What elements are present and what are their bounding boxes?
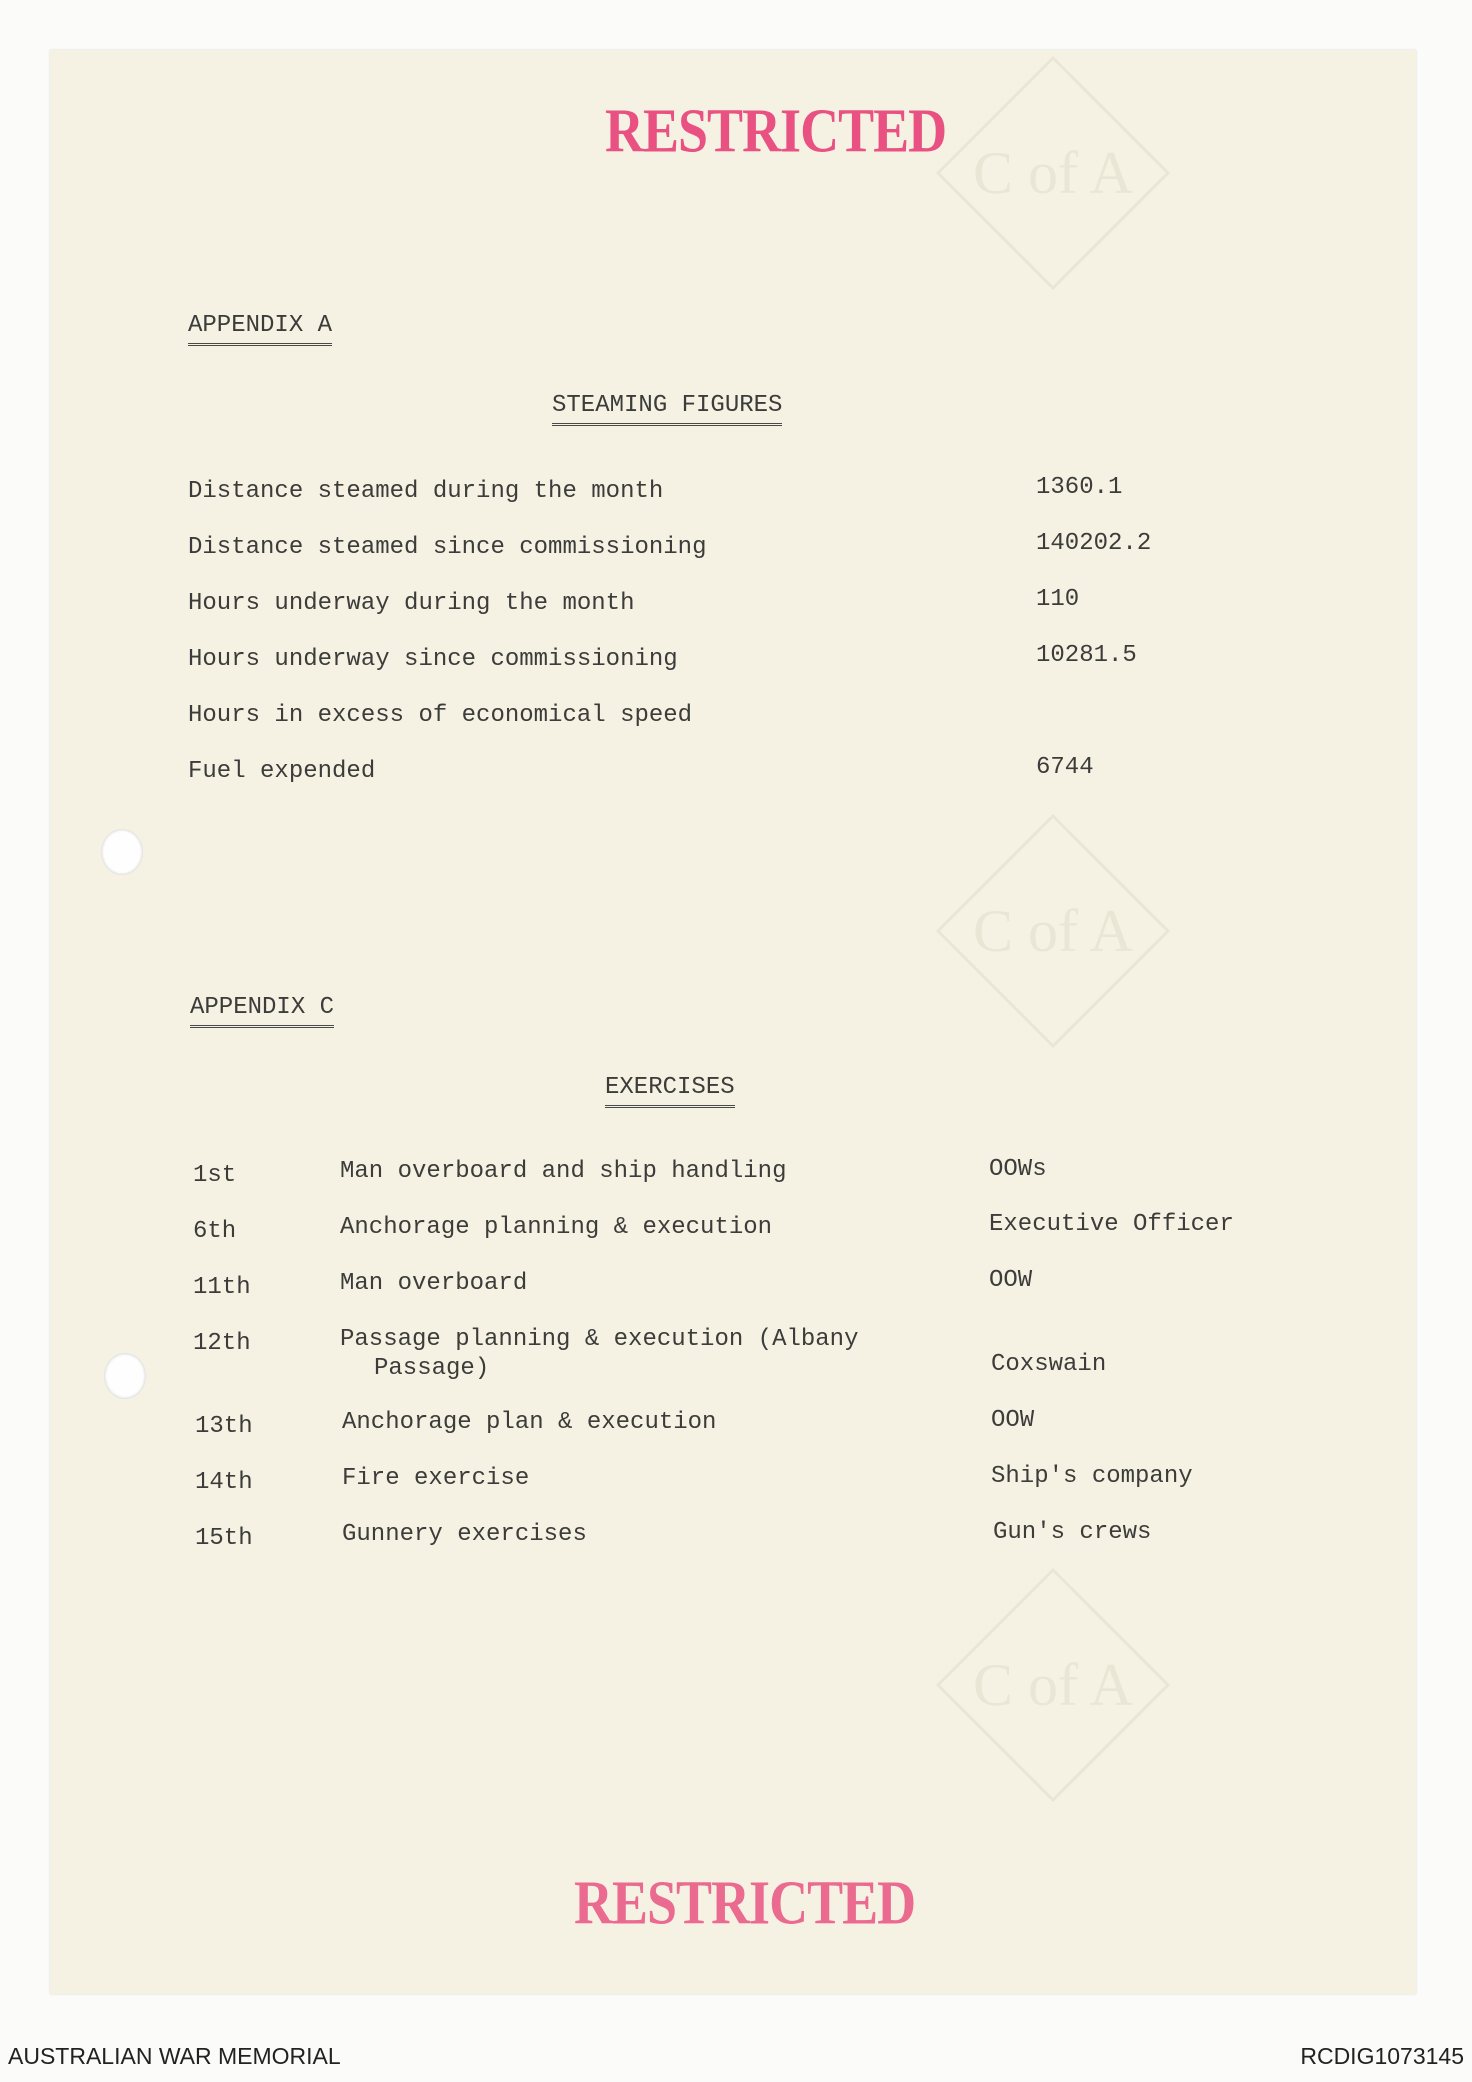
watermark-text: C of A	[972, 898, 1134, 964]
punch-hole	[101, 829, 143, 875]
steaming-row-label: Fuel expended	[188, 758, 376, 785]
exercise-name: Man overboard	[340, 1270, 528, 1297]
exercise-day: 6th	[193, 1218, 237, 1245]
steaming-row-value: 10281.5	[1036, 642, 1137, 669]
exercise-day: 14th	[195, 1469, 253, 1496]
watermark-text: C of A	[972, 1652, 1134, 1718]
steaming-row-label: Distance steamed during the month	[188, 478, 664, 505]
footer-identifier: RCDIG1073145	[1300, 2043, 1464, 2069]
steaming-row-value: 1360.1	[1036, 474, 1123, 501]
exercise-name: Gunnery exercises	[342, 1521, 587, 1548]
exercise-name: Passage planning & execution (Albany	[340, 1326, 859, 1353]
footer-source: AUSTRALIAN WAR MEMORIAL	[8, 2043, 341, 2069]
watermark-text: C of A	[972, 140, 1134, 206]
exercise-responsible: OOW	[991, 1407, 1035, 1434]
exercise-day: 11th	[193, 1274, 251, 1301]
exercise-responsible: Executive Officer	[989, 1211, 1234, 1238]
restricted-stamp-top: RESTRICTED	[605, 96, 947, 166]
steaming-row-value: 6744	[1036, 754, 1094, 781]
exercise-responsible: Ship's company	[991, 1463, 1193, 1490]
appendix-c-title: APPENDIX C	[190, 994, 334, 1028]
exercise-responsible: OOWs	[989, 1156, 1047, 1183]
exercise-day: 15th	[195, 1525, 253, 1552]
appendix-a-title: APPENDIX A	[188, 312, 332, 346]
steaming-row-value: 140202.2	[1036, 530, 1152, 557]
exercise-day: 13th	[195, 1413, 253, 1440]
exercise-responsible: Gun's crews	[993, 1519, 1152, 1546]
exercise-day: 12th	[193, 1330, 251, 1357]
steaming-row-label: Hours underway since commissioning	[188, 646, 678, 673]
exercise-name-continued: Passage)	[374, 1355, 490, 1382]
exercise-name: Anchorage planning & execution	[340, 1214, 773, 1241]
exercise-name: Fire exercise	[342, 1465, 530, 1492]
steaming-row-label: Hours in excess of economical speed	[188, 702, 693, 729]
exercise-name: Anchorage plan & execution	[342, 1409, 717, 1436]
restricted-stamp-bottom: RESTRICTED	[574, 1868, 916, 1938]
punch-hole	[104, 1353, 146, 1399]
exercise-responsible: OOW	[989, 1267, 1033, 1294]
steaming-figures-heading: STEAMING FIGURES	[552, 392, 782, 426]
exercise-name: Man overboard and ship handling	[340, 1158, 787, 1185]
watermark-emblem	[928, 48, 1178, 298]
exercise-day: 1st	[193, 1162, 237, 1189]
exercises-heading: EXERCISES	[605, 1074, 735, 1108]
exercise-responsible: Coxswain	[991, 1351, 1107, 1378]
watermark-emblem	[928, 1560, 1178, 1810]
steaming-row-label: Hours underway during the month	[188, 590, 635, 617]
watermark-emblem	[928, 806, 1178, 1056]
steaming-row-value: 110	[1036, 586, 1080, 613]
steaming-row-label: Distance steamed since commissioning	[188, 534, 707, 561]
